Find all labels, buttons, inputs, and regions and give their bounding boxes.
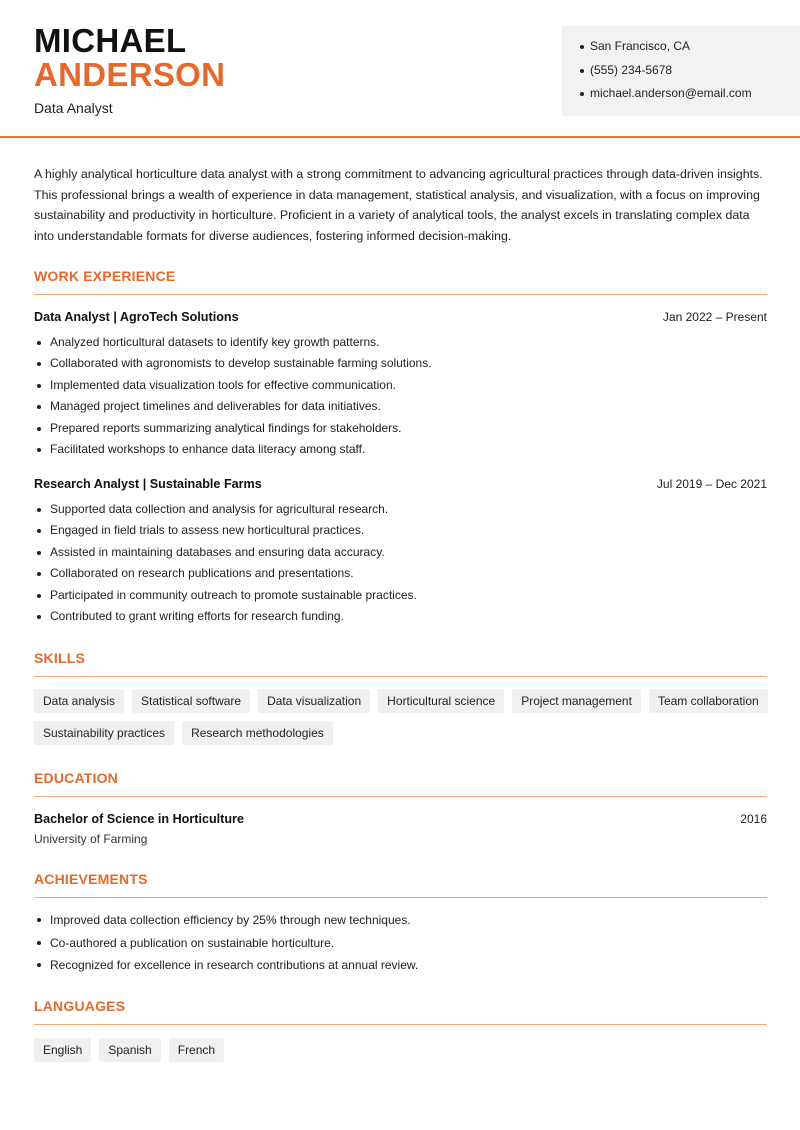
job-bullets — [34, 499, 767, 627]
list-item — [34, 396, 767, 417]
skill-tag: Research methodologies — [182, 721, 333, 745]
graduation-year: 2016 — [740, 812, 767, 826]
job-header — [34, 310, 767, 324]
skill-tag: Team collaboration — [649, 689, 768, 713]
last-name: ANDERSON — [34, 56, 226, 93]
bullet-text: Participated in community outreach to promote sustainable practices. — [50, 587, 417, 602]
languages-heading: LANGUAGES — [34, 998, 126, 1014]
bullet-text: Collaborated on research publications and presentations. — [50, 566, 354, 581]
achievements-heading: ACHIEVEMENTS — [34, 871, 148, 887]
bullet-text: Engaged in field trials to assess new horticultural practices. — [50, 523, 365, 538]
resume-header — [0, 0, 800, 138]
bullet-icon — [580, 92, 584, 96]
skill-tag: Data analysis — [34, 689, 124, 713]
list-item — [34, 375, 767, 396]
list-item — [34, 606, 767, 627]
list-item — [34, 499, 767, 520]
bullet-text: Supported data collection and analysis for agricultural research. — [50, 502, 389, 516]
bullet-text: Implemented data visualization tools for effective communication. — [50, 377, 396, 392]
list-item — [34, 439, 767, 460]
job-title: Data Analyst — [34, 100, 113, 116]
skill-tag: Data visualization — [258, 689, 370, 713]
contact-phone — [580, 62, 800, 86]
bullet-icon — [37, 551, 41, 555]
summary-paragraph: A highly analytical horticulture data analyst with a strong commitment to advancing agricultural practices through data-driven insights. This professional brings a wealth of experience in data management, statistical analysis, and visualization, with a focus on improving sustainability and productivity in horticulture. Proficient in a variety of analytical tools, the analyst excels in translating complex data into understandable formats for diverse audiences, fostering informed decision-making. — [34, 167, 763, 243]
bullet-text: Recognized for excellence in research contributions at annual review. — [50, 958, 419, 972]
bullet-icon — [37, 427, 41, 431]
bullet-text: Analyzed horticultural datasets to identify key growth patterns. — [50, 335, 380, 349]
bullet-text: Managed project timelines and deliverables for data initiatives. — [50, 399, 381, 414]
job-dates: Jul 2019 – Dec 2021 — [656, 477, 767, 491]
bullet-text: Prepared reports summarizing analytical findings for stakeholders. — [50, 420, 402, 435]
bullet-icon — [580, 69, 584, 73]
contact-location — [580, 38, 800, 62]
section-divider — [34, 294, 767, 295]
list-item — [34, 520, 767, 541]
bullet-icon — [37, 405, 41, 409]
bullet-icon — [37, 384, 41, 388]
location-text: San Francisco, CA — [590, 39, 691, 53]
contact-box — [562, 26, 800, 116]
skill-tag: Horticultural science — [378, 689, 504, 713]
language-tag: French — [169, 1038, 224, 1062]
degree: Bachelor of Science in Horticulture — [34, 812, 244, 826]
list-item — [34, 332, 767, 353]
job-role: Research Analyst | Sustainable Farms — [34, 477, 262, 491]
bullet-icon — [37, 448, 41, 452]
achievement-bullets — [34, 909, 767, 977]
language-tags — [34, 1038, 774, 1062]
list-item — [34, 954, 767, 977]
bullet-text: Co-authored a publication on sustainable horticulture. — [50, 935, 335, 950]
education-header — [34, 812, 767, 826]
list-item — [34, 585, 767, 606]
phone-text: (555) 234-5678 — [590, 62, 673, 77]
job-bullets — [34, 332, 767, 460]
skill-tag: Statistical software — [132, 689, 250, 713]
bullet-icon — [37, 529, 41, 533]
bullet-icon — [37, 615, 41, 619]
bullet-text: Facilitated workshops to enhance data literacy among staff. — [50, 442, 366, 457]
first-name: MICHAEL — [34, 22, 187, 59]
bullet-icon — [37, 572, 41, 576]
email-text: michael.anderson@email.com — [590, 86, 752, 100]
language-tag: English — [34, 1038, 91, 1062]
list-item — [34, 542, 767, 563]
bullet-icon — [37, 362, 41, 366]
bullet-text: Collaborated with agronomists to develop sustainable farming solutions. — [50, 356, 432, 371]
skills-heading: SKILLS — [34, 650, 85, 666]
bullet-text: Improved data collection efficiency by 25% through new techniques. — [50, 913, 411, 927]
list-item — [34, 563, 767, 584]
bullet-icon — [37, 341, 41, 345]
list-item — [34, 418, 767, 439]
section-divider — [34, 796, 767, 797]
school-name: University of Farming — [34, 832, 148, 846]
bullet-icon — [37, 918, 41, 922]
job-role: Data Analyst | AgroTech Solutions — [34, 310, 239, 324]
list-item — [34, 932, 767, 955]
language-tag: Spanish — [99, 1038, 160, 1062]
job-dates: Jan 2022 – Present — [662, 310, 767, 324]
contact-email — [580, 85, 800, 109]
job-header — [34, 477, 767, 491]
section-divider — [34, 676, 767, 677]
skill-tag: Sustainability practices — [34, 721, 174, 745]
list-item — [34, 353, 767, 374]
bullet-icon — [580, 45, 584, 49]
work-experience-heading: WORK EXPERIENCE — [34, 268, 176, 284]
bullet-icon — [37, 963, 41, 967]
section-divider — [34, 1024, 767, 1025]
bullet-text: Assisted in maintaining databases and ensuring data accuracy. — [50, 544, 385, 559]
bullet-icon — [37, 508, 41, 512]
skills-tags — [34, 689, 774, 745]
bullet-icon — [37, 594, 41, 598]
bullet-icon — [37, 941, 41, 945]
bullet-text: Contributed to grant writing efforts for research funding. — [50, 609, 344, 624]
education-heading: EDUCATION — [34, 770, 118, 786]
list-item — [34, 909, 767, 932]
skill-tag: Project management — [512, 689, 641, 713]
section-divider — [34, 897, 767, 898]
